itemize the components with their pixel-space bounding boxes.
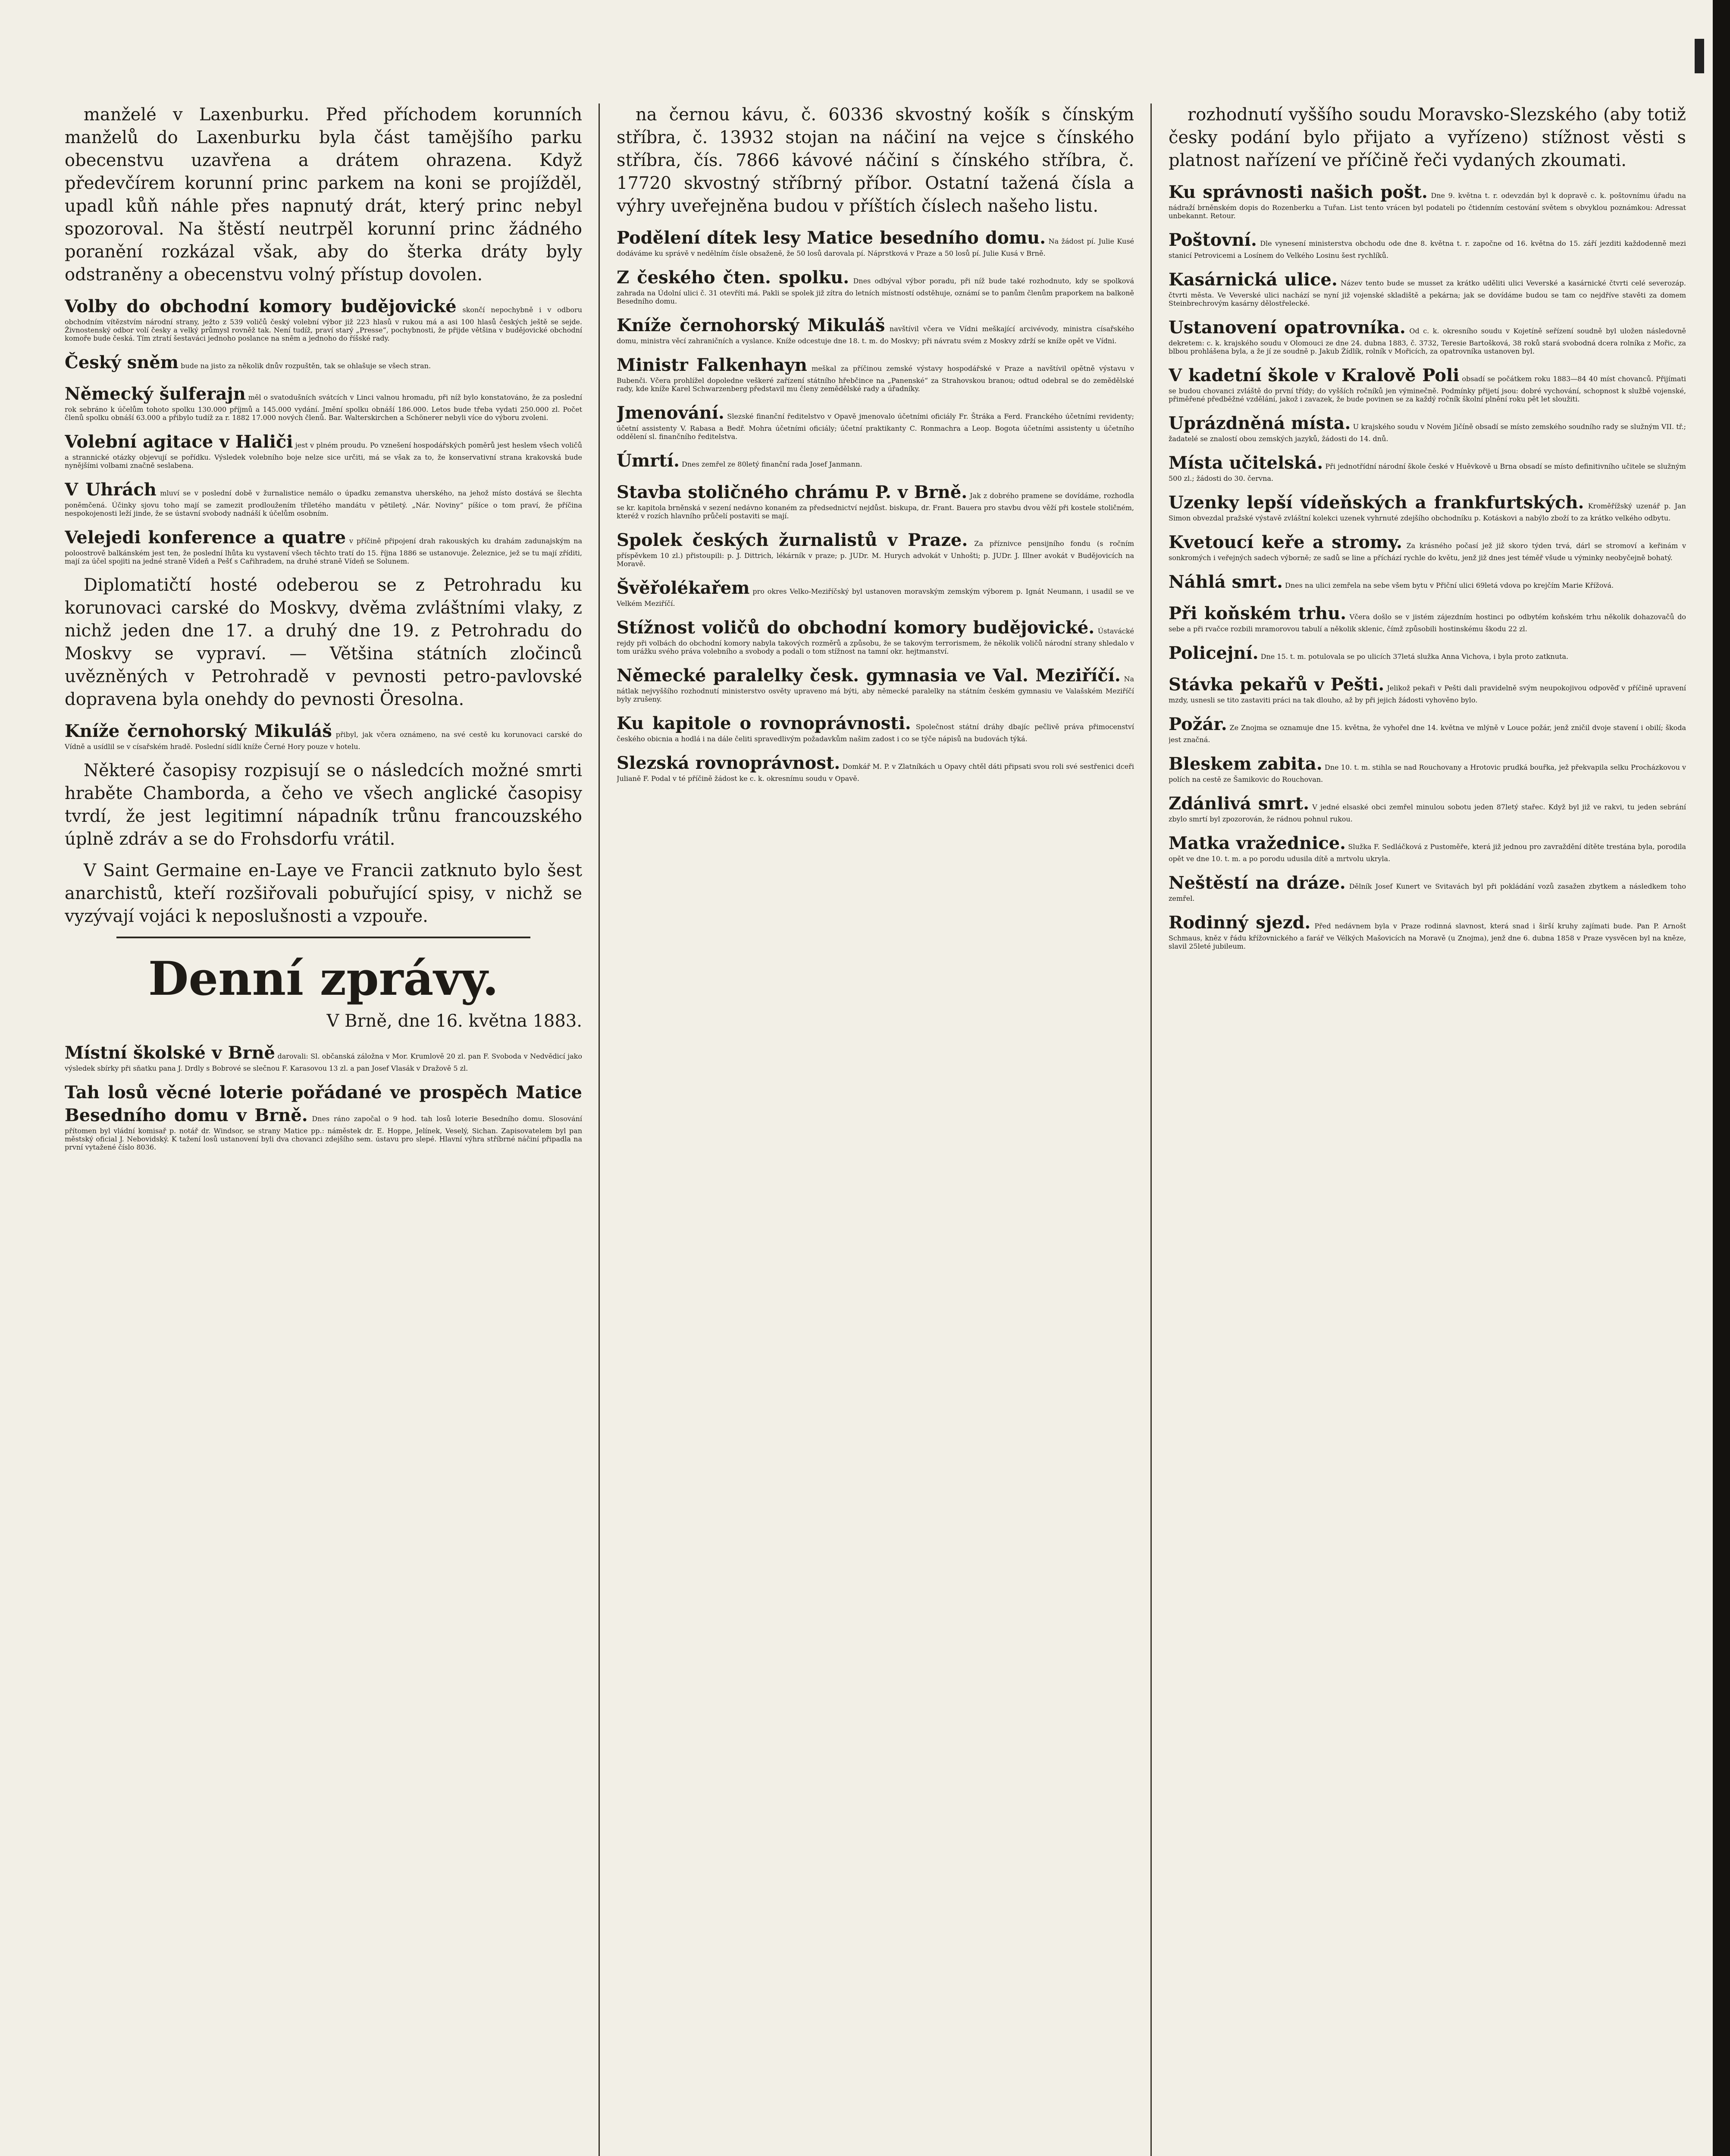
article-heading: Německý šulferajn: [65, 384, 246, 404]
article-heading: Spolek českých žurnalistů v Praze.: [617, 530, 968, 550]
article-heading: V Uhrách: [65, 479, 157, 500]
article-text: Dne 15. t. m. potulovala se po ulicích 37letá služka Anna Vichova, i byla proto zatknuta.: [1260, 652, 1569, 661]
column-rule: [1150, 103, 1152, 2156]
article-heading: Švěřolékařem: [617, 578, 750, 598]
article-text: Ústavácké rejdy při volbách do obchodní komory nabyla takových rozměrů a způsobu, že se takovým terrorismem, že několik voličů národní strany shledalo v tom urážku svého práva volebního a svobody a podali o tom stížnost na tamní okr. hejtmanství.: [617, 627, 1134, 655]
article-text: Služka F. Sedláčková z Pustoměře, která již jednou pro zavraždění dítěte trestána byla, porodila opět ve dne 10. t. m. a po porodu udusila dítě a mrtvolu ukryla.: [1169, 843, 1686, 863]
article-text: Jak z dobrého pramene se dovídáme, rozhodla se kr. kapitola brněnská v sezení nedávno konaném za předsednictví nejdůst. biskupa, dr. Frant. Bauera pro stavbu dvou věží při kostele stoličném, kteréž v rozích hlavního průčelí postaviti se mají.: [617, 492, 1134, 520]
article-text: Na žádost pí. Julie Kusé dodáváme ku správě v nedělním čísle obsaženě, že 50 losů darovala pí. Náprstková v Praze a 50 losů pí. Julie Kusá v Brně.: [617, 237, 1134, 257]
column-left: [65, 103, 582, 2156]
article-heading: Uprázdněná místa.: [1169, 413, 1351, 433]
article-paragraph: V Saint Germaine en-Laye ve Francii zatknuto bylo šest anarchistů, kteří rozšiřovali pobuřující spisy, v nichž se vyzývají vojáci k neposlušnosti a vzpouře.: [65, 861, 582, 926]
article-text: Domkář M. P. v Zlatníkách u Opavy chtěl dáti připsati svou roli své sestřenici dceři Julianě F. Podal v té příčině žádost ke c. k. okresnímu soudu v Opavě.: [617, 762, 1134, 783]
article-heading: Kníže černohorský Mikuláš: [617, 315, 885, 335]
article-text: Dnes ráno započal o 9 hod. tah losů loterie Besedního domu. Slosování přítomen byl vládní komisař p. notář dr. Windsor, se strany Matice pp.: náměstek dr. E. Hoppe, Jelínek, Veselý, Sichan. Zapisovatelem byl pan městský oficial J. Nebovidský. K tažení losů ustanovení byli dva chovanci zdejšího sem. ústavu pro slepé. Hlavní výhra stříbrné náčiní připadla na první vytažené číslo 8036.: [65, 1115, 582, 1151]
article-text: V jedné elsaské obci zemřel minulou sobotu jeden 87letý stařec. Když byl již ve rakvi, tu jeden sebrání zbylo smrtí byl zpozorován, že rádnou pohnul rukou.: [1169, 803, 1686, 823]
article-heading: Český sněm: [65, 352, 179, 373]
article-heading: Jmenování.: [617, 403, 724, 423]
article-heading: Volební agitace v Haliči: [65, 432, 293, 452]
article-text: Slezské finanční ředitelstvo v Opavě jmenovalo účetními oficiály Fr. Štráka a Ferd. Franckého účetními revidenty; účetní assistenty V. Rabasa a Bedř. Mohra účetními oficiály; účetní praktikanty C. Ronmachra a Leop. Bogota účetními assistenty u účetního oddělení sl. finančního ředitelstva.: [617, 412, 1134, 441]
article-text: Název tento bude se musset za krátko uděliti ulici Veverské a kasárnické čtvrti celé severozáp. čtvrti města. Ve Veverské ulici nachází se nyní již vojenské skladiště a pekárna; jak se dovídáme budou se tam co nejdříve stavěti za domem Steinbrechrovým kasárny dělostřelecké.: [1169, 279, 1686, 307]
article-text: Od c. k. okresního soudu v Kojetíně seřízení soudně byl uložen následovně dekretem: c. k. krajského soudu v Olomouci ze dne 24. dubna 1883, č. 3732, Teresie Bartošková, 38 roků stará svobodná dcera rolníka z Mořic, za blbou prohlášena byla, a že jí ze soudně p. Jakub Žídlík, rolník v Mořicích, za opatrovníka ustanoven byl.: [1169, 327, 1686, 355]
column-right: [1169, 103, 1686, 2156]
article-heading: Stížnost voličů do obchodní komory budějovické.: [617, 617, 1095, 638]
article-heading: V kadetní škole v Kralově Poli: [1169, 365, 1460, 385]
article-text: meškal za příčinou zemské výstavy hospodářské v Praze a navštívil opětně výstavu v Bubenči. Včera prohlížel dopoledne veškeré zařízení státního hřebčince na „Panenské“ za Strahovskou branou; odtud odebral se do zemědělské rady, kde kníže Karel Schwarzenberg představil mu členy zemědělské rady a úřadníky.: [617, 364, 1134, 393]
article-text: darovali: Sl. občanská záložna v Mor. Krumlově 20 zl. pan F. Svoboda v Nedvědicí jako výsledek sbírky při sňatku pana J. Drdly s Bobrové se slečnou F. Karasovou 13 zl. a pan Josef Vlasák v Dražově 5 zl.: [65, 1052, 582, 1072]
article-heading: Ku kapitole o rovnoprávnosti.: [617, 713, 911, 733]
article-text: Za krásného počasí jež již skoro týden trvá, dárl se stromoví a keřinám v sonkromých i veřejných sadech výborně; ze sadů se line a příchází rychle do květu, jenž již dnes jest téměř všude u výminky neobyčejně bohatý.: [1169, 542, 1686, 562]
article-paragraph: Diplomatičtí hosté odeberou se z Petrohradu ku korunovaci carské do Moskvy, dvěma zvláštními vlaky, z nichž jeden dne 17. a druhý dne 19. z Petrohradu do Moskvy se vypraví. — Většina státních zločinců uvězněných v Petrohradě v pevnosti petro-pavlovské dopravena byla onehdy do pevnosti Öresolna.: [65, 575, 582, 709]
article-text: Dělník Josef Kunert ve Svitavách byl při pokládání vozů zasažen zbytkem a následkem toho zemřel.: [1169, 882, 1686, 903]
article-heading: Ministr Falkenhayn: [617, 355, 807, 375]
article-text: bude na jisto za několik dnův rozpuštěn, tak se ohlašuje se všech stran.: [181, 362, 431, 370]
article-text: jest v plném proudu. Po vznešení hospodářských poměrů jest heslem všech voličů a strannické otázky objevují se pořídku. Výsledek volebního boje nelze sice určiti, má se však za to, že konservativní strana krakovská bude nynějšími volbami značně seslabena.: [65, 441, 582, 470]
article-text: obsadí se počátkem roku 1883—84 40 míst chovanců. Přijímati se budou chovanci zvláště do první třídy; do vyšších ročníků jen výminečně. Podmínky přijetí jsou: dobré vychování, schopnost k službě vojenské, přiměřené předběžné vzdělání, jakož i zavazek, že bude povinen se za každý ročník školní plnění roku pět let sloužiti.: [1169, 375, 1686, 403]
article-text: Dne 9. května t. r. odevzdán byl k dopravě c. k. poštovnímu úřadu na nádraží brněnském dopis do Rozenberku a Tuřan. List tento vrácen byl podateli po čtidenním cestování světem s obvyklou poznámkou: Adressat unbekannt. Retour.: [1169, 191, 1686, 220]
article-text: Dnes odbýval výbor poradu, při níž bude také rozhodnuto, kdy se spolková zahrada na Údolní ulici č. 31 otevříti má. Pakli se spolek již zítra do letních místností odstěhuje, oznámí se to panům členům praporkem na balkoně Besedního domu.: [617, 277, 1134, 305]
article-heading: Stavba stoličného chrámu P. v Brně.: [617, 482, 968, 502]
article-heading: Požár.: [1169, 714, 1227, 734]
article-text: Před nedávnem byla v Praze rodinná slavnost, která snad i širší kruhy zajímati bude. Pan P. Arnošt Schmaus, kněz v řádu křížovnického a farář ve Vélkých Mašovicích na Moravě (u Znojma), jenž dne 6. dubna 1858 v Praze vysvěcen byl na kněze, slavil 25leté jubileum.: [1169, 922, 1686, 950]
article-heading: Z českého čten. spolku.: [617, 267, 849, 288]
article-heading: Neštěstí na dráze.: [1169, 873, 1346, 893]
article-heading: Při koňském trhu.: [1169, 603, 1347, 624]
article-text: Na nátlak nejvyššího rozhodnutí ministerstvo osvěty upraveno má býti, aby německé paralelky na státním českém gymnasiu ve Valašském Meziříčí byly zrušeny.: [617, 675, 1134, 703]
article-heading: Německé paralelky česk. gymnasia ve Val. Meziříčí.: [617, 665, 1121, 686]
section-title: Denní zprávy.: [148, 952, 499, 1006]
article-heading: Místa učitelská.: [1169, 453, 1323, 473]
article-heading: Náhlá smrt.: [1169, 572, 1283, 592]
article-heading: Policejní.: [1169, 643, 1259, 663]
newspaper-page: [65, 103, 1686, 2156]
article-paragraph: rozhodnutí vyššího soudu Moravsko-Slezského (aby totiž česky podání bylo přijato a vyřízeno) stížnost věsti s platnost nařízení ve příčině řeči vydaných zkoumati.: [1169, 105, 1686, 170]
article-heading: Ustanovení opatrovníka.: [1169, 317, 1406, 338]
article-text: navštívil včera ve Vídni meškající arcivévody, ministra císařského domu, ministra věcí zahraničních a vyslance. Kníže odcestuje dne 18. t. m. do Moskvy; při návratu svém z Moskvy zdrží se kníže opět ve Vídni.: [617, 325, 1134, 345]
section-rule: [116, 937, 530, 938]
article-heading: Tah losů věcné loterie pořádané ve prospěch Matice Besedního domu v Brně.: [65, 1082, 582, 1125]
article-heading: Zdánlivá smrt.: [1169, 793, 1310, 814]
article-text: Dnes zemřel ze 80letý finanční rada Josef Janmann.: [681, 460, 862, 468]
article-heading: Slezská rovnoprávnost.: [617, 753, 840, 773]
article-text: přibyl, jak včera oznámeno, na své cestě ku korunovaci carské do Vídně a usídlil se v císařském hradě. Poslední sídlí kníže Černé Hory pouze v hotelu.: [65, 730, 582, 751]
article-text: v příčině připojení drah rakouských ku drahám zadunajským na poloostrově balkánském jest ten, že poslední lhůta ku vystavení všech těchto tratí do 15. října 1886 se ustanovuje. Železnice, jež se tu mají zříditi, mají za účel spojiti na jedné straně Vídeň a Pešť s Cařihradem, na druhé straně Vídeň se Solunem.: [65, 537, 582, 565]
article-heading: Kasárnická ulice.: [1169, 270, 1338, 290]
article-text: Ze Znojma se oznamuje dne 15. května, že vyhořel dne 14. května ve mlýně v Louce požár, jenž zničil dvoje stavení i obilí; škoda jest značná.: [1169, 724, 1686, 744]
article-text: Společnost státní dráhy dbajíc pečlivě práva přimocenství českého obicnia a hodlá i na dále čeliti spravedlivým požadavkům našim zadost i co se týče nápisů na budovách týká.: [617, 723, 1134, 743]
article-text: skončí nepochybně i v odboru obchodním vítězstvím národní strany, ježto z 539 voličů český volební výbor již 223 hlasů v rukou má a asi 100 hlasů českých ještě se sejde. Živnostenský odbor volí česky a velký průmysl rovněž tak. Není tudíž, praví starý „Presse“, pochybnosti, že přijde většina v budějovické obchodní komoře bude česká. Tím ztratí šestaváci jednoho poslance na sněm a jednoho do říšské rady.: [65, 306, 582, 342]
dateline: V Brně, dne 16. května 1883.: [326, 1011, 582, 1031]
article-heading: Matka vražednice.: [1169, 833, 1346, 853]
article-heading: Podělení dítek lesy Matice besedního domu.: [617, 228, 1046, 248]
article-heading: Bleskem zabita.: [1169, 754, 1323, 774]
article-heading: Poštovní.: [1169, 230, 1257, 250]
article-heading: Volby do obchodní komory budějovické: [65, 296, 457, 317]
article-paragraph: na černou kávu, č. 60336 skvostný košík s čínským stříbra, č. 13932 stojan na náčiní na vejce s čínského stříbra, čís. 7866 kávové náčiní s čínského stříbra, č. 17720 skvostný stříbrný příbor. Ostatní tažená čísla a výhry uveřejněna budou v příštích číslech našeho listu.: [617, 105, 1134, 216]
article-heading: Kníže černohorský Mikuláš: [65, 721, 332, 741]
article-heading: Místní školské v Brně: [65, 1043, 276, 1063]
article-heading: Úmrtí.: [617, 451, 680, 471]
column-middle: [617, 103, 1134, 2156]
article-text: Včera došlo se v jistém zájezdním hostinci po odbytém koňském trhu několik dohazovačů do sebe a při rvačce rozbili mramorovou tabulí a několik sklenic, čímž způsobili hostinskému škodu 22 zl.: [1169, 613, 1686, 633]
article-heading: Stávka pekařů v Pešti.: [1169, 674, 1385, 695]
article-text: Za příznivce pensijního fondu (s ročním příspěvkem 10 zl.) přistoupili: p. J. Dittrich, lékárník v praze; p. JUDr. M. Hurych advokát v Unhošti; p. JUDr. J. Illner avokát v Budějovicích na Moravě.: [617, 539, 1134, 568]
article-text: Dle vynesení ministerstva obchodu ode dne 8. května t. r. započne od 16. května do 15. září jezditi každodenně mezi stanicí Petrovicemi a Losínem do Velkého Losinu šest rychlíků.: [1169, 239, 1686, 260]
article-text: Jelikož pekaři v Pešti dali pravidelně svým neupokojivou odpověď v příčině upravení mzdy, usnesli se tito zastaviti práci na tak dlouho, až by při jejich žádosti vyhověno bylo.: [1169, 684, 1686, 704]
article-heading: Ku správnosti našich pošt.: [1169, 182, 1428, 202]
article-text: pro okres Velko-Meziříčský byl ustanoven moravským zemským výborem p. Ignát Neumann, i usadil se ve Velkém Meziříčí.: [617, 587, 1134, 608]
article-text: měl o svatodušních svátcích v Linci valnou hromadu, při níž bylo konstatováno, že za poslední rok sebráno k účelům tohoto spolku 130.000 příjmů a 145.000 vydání. Jmění spolku obnáší 186.000. Letos bude třeba vydati 250.000 zl. Počet členů spolku obnáší 63.000 a přibylo tudíž za r. 1882 17.000 nových členů. Bar. Walterskirchen a Schönerer nebyli více do výboru zvoleni.: [65, 393, 582, 422]
article-text: Kroměřížský uzenář p. Jan Simon obvezdal pražské výstavě zvláštní kolekci uzenek vyhrnuté zdejšího obchodníku p. Kotáskovi a nabýlo zboží to za krátko velkého odbytu.: [1169, 502, 1686, 522]
article-text: mluví se v poslední době v žurnalistice nemálo o úpadku zemanstva uherského, na jehož místo dostává se šlechta poněmčená. Účinky sjovu toho mají se zamezit prodloužením tříletého mandátu v pětiletý. „Nár. Noviny“ píšíce o tom praví, že příčina nespokojenosti leží jinde, že se ústavní svobody nadnáší k účelům osobním.: [65, 489, 582, 517]
article-text: Dnes na ulici zemřela na sebe všem bytu v Přiční ulici 69letá vdova po krejčím Marie Křížová.: [1285, 581, 1614, 589]
article-text: Dne 10. t. m. stihla se nad Rouchovany a Hrotovic prudká bouřka, jež překvapila selku Procházkovou v polích na cestě ze Šamikovic do Rouchovan.: [1169, 763, 1686, 783]
article-heading: Rodinný sjezd.: [1169, 912, 1311, 933]
article-heading: Kvetoucí keře a stromy.: [1169, 532, 1402, 552]
article-heading: Uzenky lepší vídeňských a frankfurtských.: [1169, 492, 1584, 513]
article-heading: Velejedi konference a quatre: [65, 527, 346, 548]
article-paragraph: Některé časopisy rozpisují se o následcích možné smrti hraběte Chamborda, a čeho ve všech anglické časopisy tvrdí, že jest legitimní nápadník trůnu francouzského úplně zdráv a se do Frohsdorfu vrátil.: [65, 761, 582, 849]
column-rule: [599, 103, 600, 2156]
scan-mark: [1695, 39, 1704, 73]
article-text: Při jednotřídní národní škole české v Huěvkově u Brna obsadí se místo definitivního učitele se služným 500 zl.; žádosti do 30. června.: [1169, 462, 1686, 483]
article-paragraph: manželé v Laxenburku. Před příchodem korunních manželů do Laxenburku byla část tamějšího parku obecenstvu uzavřena a drátem ohrazena. Když předevčírem korunní princ parkem na koni se projížděl, upadl kůň náhle přes napnutý drát, který princ nebyl spozoroval. Na štěstí neutrpěl korunní princ žádného poranění rozkázal však, aby do šterka dráty byly odstraněny a obecenstvu volný přístup dovolen.: [65, 105, 582, 285]
article-text: U krajského soudu v Novém Jičíně obsadí se místo zemského soudního rady se služným VII. tř.; žadatelé se znalostí obou zemských jazyků, žádosti do 14. dnů.: [1169, 423, 1686, 443]
scan-edge: [1713, 0, 1730, 2156]
